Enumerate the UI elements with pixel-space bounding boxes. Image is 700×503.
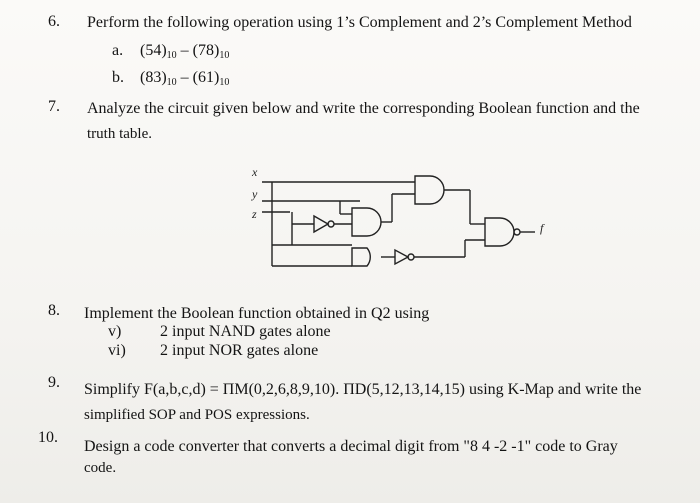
output-gate-bubble xyxy=(514,229,520,235)
output-label-f: f xyxy=(540,221,544,235)
q6a-expression xyxy=(140,41,229,61)
q6a-rhs-base: 10 xyxy=(219,50,230,61)
not-gate-2 xyxy=(395,250,408,264)
q9-line2: simplified SOP and POS expressions. xyxy=(84,407,310,423)
q10-number: 10. xyxy=(38,429,58,446)
q10-line1: Design a code converter that converts a decimal digit from "8 4 -2 -1" code to Gray xyxy=(84,438,618,455)
q8-v-label: v) xyxy=(108,323,122,340)
q8-vi-text: 2 input NOR gates alone xyxy=(160,342,319,359)
q8-text: Implement the Boolean function obtained in Q2 using xyxy=(84,305,430,322)
not-gate-1 xyxy=(314,216,328,232)
q6a-rhs: (78) xyxy=(192,42,220,59)
q7-number: 7. xyxy=(48,98,60,115)
q6b-label: b. xyxy=(112,69,124,86)
q9-number: 9. xyxy=(48,374,60,391)
q7-line2: truth table. xyxy=(87,126,152,142)
q6a-lhs: (54) xyxy=(140,42,167,59)
q6b-lhs: (83) xyxy=(140,69,167,86)
q6b-lhs-base: 10 xyxy=(166,77,177,88)
q6b-expression xyxy=(140,68,229,88)
q6b-rhs-base: 10 xyxy=(219,77,230,88)
input-label-z: z xyxy=(252,207,257,221)
q9-line1: Simplify F(a,b,c,d) = ΠM(0,2,6,8,9,10). ΠD(5,12,13,14,15) using K-Map and write the xyxy=(84,381,642,398)
q6-text: Perform the following operation using 1’s Complement and 2’s Complement Method xyxy=(87,14,632,31)
input-label-y: y xyxy=(252,187,258,201)
q6a-lhs-base: 10 xyxy=(166,50,177,61)
and-gate-2 xyxy=(352,208,381,236)
q6a-label: a. xyxy=(112,42,124,59)
output-gate xyxy=(485,218,514,246)
q6b-operator: – xyxy=(176,69,193,86)
q7-line1: Analyze the circuit given below and write the corresponding Boolean function and the xyxy=(87,100,640,117)
q8-v-text: 2 input NAND gates alone xyxy=(160,323,331,340)
input-label-x: x xyxy=(252,165,258,179)
and-gate-3 xyxy=(352,248,370,266)
and-gate-1 xyxy=(415,176,444,204)
q8-number: 8. xyxy=(48,302,60,319)
q6b-rhs: (61) xyxy=(192,69,220,86)
q6a-operator: – xyxy=(176,42,193,59)
q10-line2: code. xyxy=(84,460,117,476)
q8-vi-label: vi) xyxy=(108,342,126,359)
logic-circuit-diagram xyxy=(230,160,560,275)
q6-number: 6. xyxy=(48,13,60,30)
